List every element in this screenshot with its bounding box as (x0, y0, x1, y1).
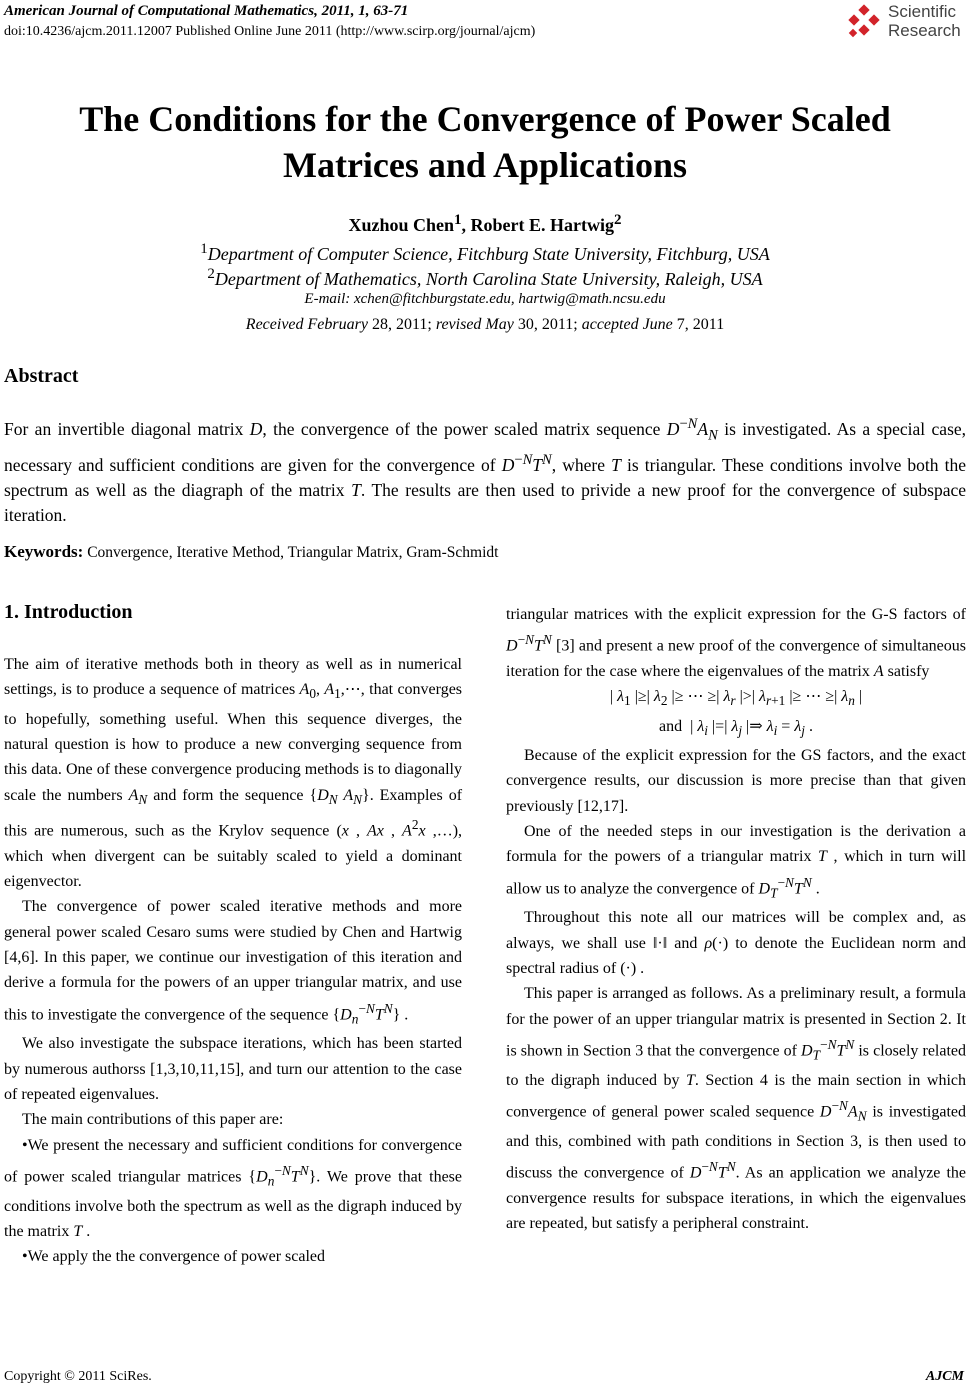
doi-line: doi:10.4236/ajcm.2011.12007 Published Online June 2011 (http://www.scirp.org/journal/ajcm) (4, 24, 536, 39)
section-heading: 1. Introduction (4, 601, 133, 623)
title-line1: The Conditions for the Convergence of Power Scaled (79, 99, 891, 139)
paragraph: The convergence of power scaled iterative methods and more general power scaled Cesaro sums were studied by Chen and Hartwig [4,6]. In this paper, we continue our investigation of this iteration and derive a formula for the powers of an upper triangular matrix, and use this to investigate the convergence of the sequence $\{D_n^{-N}T^N\}$ . (4, 898, 462, 1027)
journal-header (4, 3, 408, 20)
keywords-text: Convergence, Iterative Method, Triangular Matrix, Gram-Schmidt (87, 544, 499, 561)
paragraph: Because of the explicit expression for the GS factors, and the exact convergence results, our discussion is more precise than that given previously [12,17]. (506, 747, 966, 815)
paragraph: The aim of iterative methods both in theory as well as in numerical settings, is to produce a sequence of matrices $A_0$, $A_1,\cdots$, that converges to hopefully, something useful. When this sequence diverges, the natural question is how to produce a new converging sequence from this data. One of these convergence producing methods is to diagonally scale the numbers $A_N$ and form the sequence {$D_N$ $A_N$}. Examples of this are numerous, such as the Krylov sequence (x , Ax , $A^2x$ ,…), which when divergent can be suitably scaled to yield a dominant eigenvector. (4, 656, 463, 891)
affiliation-2: $^2$Department of Mathematics, North Carolina State University, Raleigh, USA (207, 266, 763, 289)
paragraph: One of the needed steps in our investigation is the derivation a formula for the powers of a triangular matrix T , which in turn will allow us to analyze the convergence of $D_T^{-N}T^N$ . (506, 823, 967, 901)
journal-name: American Journal of Computational Mathematics (4, 3, 315, 19)
paragraph: triangular matrices with the explicit expression for the G-S factors of $D^{-N}T^N$ [3] and present a new proof of the convergence of simultaneous iteration for the case where the eigenvalues of the matrix A satisfy (506, 606, 967, 680)
abstract-heading: Abstract (4, 365, 79, 387)
email-line: E-mail: xchen@fitchburgstate.edu, hartwig@math.ncsu.edu (304, 291, 666, 307)
author-2: Robert E. Hartwig (470, 215, 614, 235)
list-item: •We apply the the convergence of power scaled (22, 1248, 325, 1266)
title-line2: Matrices and Applications (282, 145, 687, 185)
abstract-text: For an invertible diagonal matrix D, the convergence of the power scaled matrix sequence $D^{-N}A_N$ is investigated. As a special case, necessary and sufficient conditions are given for the convergence of $D^{-N}T^N$, where T is triangular. These conditions involve both the spectrum as well as the diagraph of the matrix T. The results are then used to privide a new proof for the convergence of subspace iteration. (4, 416, 967, 526)
affiliation-1: $^1$Department of Computer Science, Fitchburg State University, Fitchburg, USA (200, 241, 770, 264)
keywords-label: Keywords: (4, 542, 84, 561)
paragraph: Throughout this note all our matrices will be complex and, as always, we shall use ‖·‖ and ρ(·) to denote the Euclidean norm and spectral radius of (·) . (506, 909, 967, 978)
publisher-logo (844, 2, 964, 46)
logo-icon (844, 4, 884, 44)
author-1: Xuzhou Chen (348, 215, 455, 235)
paper-title (0, 96, 970, 188)
equation-1: | $\lambda_1$ |≥| $\lambda_2$ |≥ ⋯ ≥| $\lambda_r$ |>| $\lambda_{r+1}$ |≥ ⋯ ≥| $\lambda_n$ | (609, 688, 863, 709)
logo-text (888, 2, 961, 40)
logo-line1: Scientific (888, 2, 957, 21)
logo-line2: Research (888, 21, 961, 40)
list-item: •We present the necessary and sufficient conditions for convergence of power scaled triangular matrices $\{D_n^{-N}T^N\}$. We prove that these conditions involve both the spectrum as well as the digraph induced by the matrix T . (4, 1136, 462, 1240)
right-column (506, 602, 966, 1236)
equation-2: and | $\lambda_i$ |=| $\lambda_j$ |⇒ $\lambda_i = \lambda_j$ . (659, 717, 813, 738)
copyright: Copyright © 2011 SciRes. (4, 1369, 152, 1384)
paragraph: This paper is arranged as follows. As a preliminary result, a formula for the power of an upper triangular matrix is presented in Section 2. It is shown in Section 3 that the convergence of $D_T^{-N}T^N$ is closely related to the digraph induced by T. Section 4 is the main section in which convergence of general power scaled sequence $D^{-N}A_N$ is investigated and this, combined with path conditions in Section 3, is then used to discuss the convergence of $D^{-N}T^N$. As an application we analyze the convergence results for subspace iterations, in which the eigenvalues are repeated, but satisfy a peripheral constraint. (506, 985, 967, 1233)
received-dates: Received February 28, 2011; revised May 30, 2011; accepted June 7, 2011 (245, 316, 725, 333)
authors: Xuzhou Chen$^1$, Robert E. Hartwig$^2$ (348, 212, 622, 235)
email-addresses[interactable]: xchen@fitchburgstate.edu, hartwig@math.ncsu.edu (353, 291, 666, 307)
volume-info: , 2011, 1, 63-71 (314, 3, 409, 19)
paragraph: We also investigate the subspace iterations, which has been started by numerous authorss [1,3,10,11,15], and turn our attention to the case of repeated eigenvalues. (4, 1035, 462, 1103)
left-column (4, 652, 462, 1270)
journal-abbr: AJCM (925, 1369, 964, 1384)
keywords (4, 542, 498, 562)
paragraph: The main contributions of this paper are: (22, 1111, 284, 1129)
